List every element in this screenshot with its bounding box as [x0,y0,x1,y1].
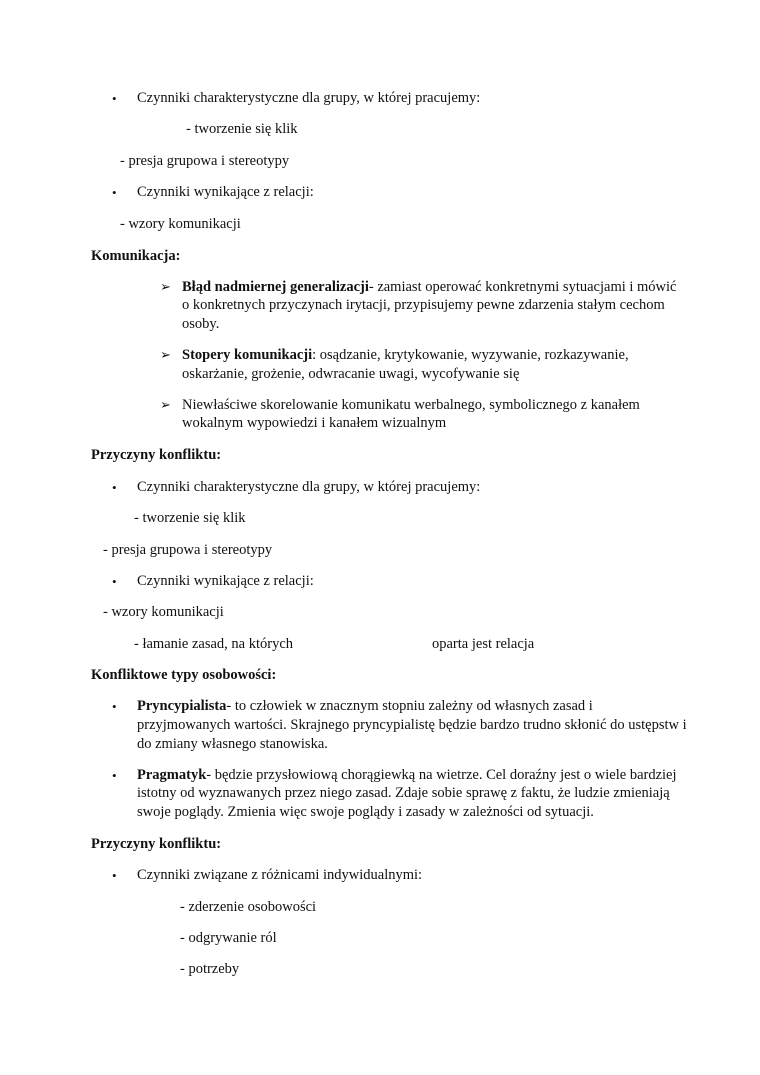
term-bold: Pragmatyk [137,767,207,783]
sub-item: - tworzenie się klik [134,510,246,526]
list-item: Czynniki wynikające z relacji: [137,573,314,589]
term-bold: Stopery komunikacji [182,347,313,363]
list-item-continuation: do zmiany własnego stanowiska. [137,736,328,752]
sub-item: - wzory komunikacji [103,604,224,620]
bullet-icon: • [112,480,117,495]
list-item-continuation: wokalnym wypowiedzi i kanałem wizualnym [182,415,447,431]
bullet-icon: • [112,768,117,783]
term-description: - będzie przysłowiową chorągiewką na wietrze. Cel doraźny jest o wiele bardziej [206,767,677,783]
term-description: - to człowiek w znacznym stopniu zależny od własnych zasad i [226,698,593,714]
term-description: : osądzanie, krytykowanie, wyzywanie, rozkazywanie, [312,347,629,363]
list-item-continuation: przyjmowanych wartości. Skrajnego pryncypialistę będzie bardzo trudno skłonić do ustępstw i [137,717,687,733]
term-bold: Błąd nadmiernej generalizacji [182,279,369,295]
list-item-continuation: oskarżanie, grożenie, odwracanie uwagi, wycofywanie się [182,366,520,382]
bullet-icon: • [112,699,117,714]
list-item-continuation: osoby. [182,316,220,332]
sub-item: oparta jest relacja [432,636,535,652]
bullet-icon: • [112,868,117,883]
arrow-bullet-icon: ➢ [160,348,171,363]
sub-item: - presja grupowa i stereotypy [103,542,273,558]
section-heading: Komunikacja: [91,248,181,264]
sub-item: - łamanie zasad, na których [134,636,294,652]
term-description: - zamiast operować konkretnymi sytuacjami i mówić [368,279,677,295]
bullet-icon: • [112,574,117,589]
sub-item: - presja grupowa i stereotypy [120,153,290,169]
list-item: Czynniki wynikające z relacji: [137,184,314,200]
list-item [137,698,593,715]
section-heading: Przyczyny konfliktu: [91,836,222,852]
list-item [182,279,677,296]
list-item [182,347,629,364]
list-item-continuation: swoje poglądy. Zmienia więc swoje poglądy i zasady w zależności od sytuacji. [137,804,594,820]
list-item: Niewłaściwe skorelowanie komunikatu werbalnego, symbolicznego z kanałem [182,397,640,413]
sub-item: - zderzenie osobowości [180,899,317,915]
section-heading: Konfliktowe typy osobowości: [91,667,277,683]
list-item: Czynniki charakterystyczne dla grupy, w której pracujemy: [137,479,481,495]
list-item-continuation: o konkretnych przyczynach irytacji, przypisujemy pewne zdarzenia stałym cechom [182,297,665,313]
list-item-continuation: istotny od wyznawanych przez niego zasad. Zdaje sobie sprawę z faktu, że ludzie zmieniają [137,785,670,801]
section-heading: Przyczyny konfliktu: [91,447,222,463]
bullet-icon: • [112,91,117,106]
arrow-bullet-icon: ➢ [160,398,171,413]
arrow-bullet-icon: ➢ [160,280,171,295]
term-bold: Pryncypialista [137,698,227,714]
sub-item: - tworzenie się klik [186,121,298,137]
sub-item: - potrzeby [180,961,240,977]
list-item: Czynniki charakterystyczne dla grupy, w której pracujemy: [137,90,481,106]
list-item [137,767,677,784]
list-item: Czynniki związane z różnicami indywidualnymi: [137,867,423,883]
sub-item: - odgrywanie ról [180,930,277,946]
bullet-icon: • [112,185,117,200]
sub-item: - wzory komunikacji [120,216,241,232]
